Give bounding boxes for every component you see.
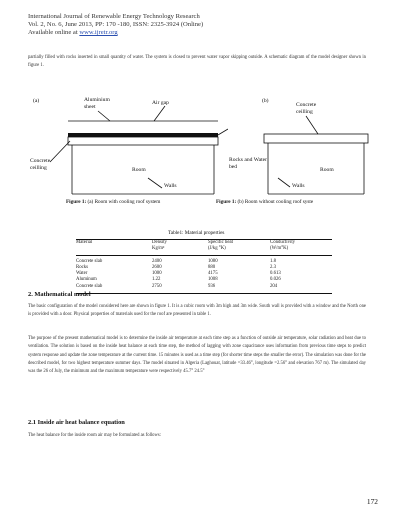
table-header-cell: Specific heat <box>208 240 233 245</box>
figure-1b-caption-num: Figure 1: <box>216 199 237 205</box>
section-2-title: 2. Mathematical model <box>28 291 91 298</box>
table-cell: 1.22 <box>152 277 161 283</box>
table-header-cell: Conductivity <box>270 240 296 245</box>
table-cell: 2750 <box>152 283 162 289</box>
room-label-a: Room <box>132 167 146 173</box>
table-cell: 2600 <box>152 264 162 270</box>
concrete-slab <box>68 137 218 145</box>
journal-link[interactable]: www.ijretr.org <box>79 29 118 36</box>
walls-label-a: Walls <box>164 183 177 189</box>
table-header <box>76 240 332 259</box>
table-cell: Concrete slab <box>76 283 103 289</box>
table-cell: Water <box>76 271 88 277</box>
walls-label-b: Walls <box>292 183 305 189</box>
rocks-leader <box>218 129 228 135</box>
table-header-units-row <box>76 246 332 255</box>
table-header-unit-cell: (W/m°K) <box>270 246 289 252</box>
table-cell: 0.026 <box>270 277 281 283</box>
table-cell: 0.613 <box>270 271 281 277</box>
aluminium-sheet-label: Aluminium sheet <box>84 97 110 110</box>
material-table <box>76 240 332 293</box>
figure-a <box>28 94 228 196</box>
table-header-cell: Density <box>152 240 167 245</box>
concrete-ceiling-label-b: Concrete ceilling <box>296 102 317 115</box>
air-gap-label: Air gap <box>152 100 169 106</box>
table-title: Table1: Material properties <box>168 230 225 236</box>
figure-a-tag: (a) <box>33 98 40 104</box>
availability-line <box>28 29 118 37</box>
walls-leader <box>148 178 162 188</box>
figure-1a-caption-num: Figure 1: <box>66 199 87 205</box>
table-cell: 1080 <box>208 258 218 264</box>
table-cell: 1.8 <box>270 258 276 264</box>
table-cell: 880 <box>208 264 216 270</box>
figure-1b-caption-text: (b) Room without cooling roof syste <box>237 199 314 205</box>
table-cell: 204 <box>270 283 278 289</box>
page-number: 172 <box>366 497 378 506</box>
table-header-cell: Material <box>76 240 93 245</box>
figure-b-tag: (b) <box>262 98 269 104</box>
table-cell: Aluminum <box>76 277 97 283</box>
table-cell: 1008 <box>208 277 218 283</box>
section-2-1-title: 2.1 Inside air heat balance equation <box>28 419 125 426</box>
figure-1b-caption <box>216 199 313 205</box>
table-cell: 4175 <box>208 271 218 277</box>
journal-title: International Journal of Renewable Energy Technology Research <box>28 13 200 20</box>
table-header-unit-cell: Kg/m³ <box>152 246 165 252</box>
section-2-paragraph-1: The basic configuration of the model considered here are shown in figure 1. It is a cubic room with 3m high and 3m wide. South wall is provided with a window and the North one is provided with a door. Physical properties of materials used for the roof are presented in table 1. <box>28 304 366 318</box>
figure-1a-caption-text: (a) Room with cooling roof system <box>87 199 161 205</box>
concrete-slab-b <box>264 134 368 143</box>
available-text: Available online at <box>28 29 78 36</box>
air-gap-leader <box>154 106 165 121</box>
table-cell: Rocks <box>76 264 88 270</box>
water-bed-band <box>68 133 218 137</box>
concrete-ceiling-label-a: Concrete ceilling <box>30 158 51 171</box>
table-body <box>76 259 332 293</box>
table-cell: 2.3 <box>270 264 276 270</box>
material-table-frame <box>76 239 332 294</box>
aluminium-leader <box>98 111 110 121</box>
table-cell: 936 <box>208 283 216 289</box>
table-padding-cell <box>76 290 332 293</box>
section-2-paragraph-2: The purpose of the present mathematical model is to determine the inside air temperature at each time step as a function of outside air temperature, solar radiation and heat due to ventilation. The solution is based on the inside heat balance at each time step, the method of lagging with zone capacitance uses information from previous time steps to predict system response and update the zone temperature at the current time. 15 minutes is used as a time step (for shorter time steps the smaller the error). The simulation was done for the described model, for two highest temperature summer days. The model situated in Algeria (Laghouat, latitude =33.46°, longitude =2.56° and elevation 767 m). The simulated day was the 26 of July, the minimum and the maximum temperature were respectively 45.7° 24.5° <box>28 336 366 375</box>
section-2-1-paragraph: The heat balance for the inside room air may be formulated as follows: <box>28 433 162 438</box>
table-bottom-padding <box>76 290 332 293</box>
table-cell: 2400 <box>152 258 162 264</box>
journal-volume: Vol. 2, No. 6, June 2013, PP: 170 -180, ISSN: 2325-3924 (Online) <box>28 21 204 28</box>
walls-leader-b <box>278 178 290 187</box>
concrete-leader-b <box>306 116 318 134</box>
figure-a-drawing <box>28 94 228 196</box>
table-cell: 1000 <box>152 271 162 277</box>
intro-paragraph: partially filled with rocks inserted in small quantity of water. The system is closed to prevent water vapor skipping outside. A schematic diagram of the model designer shown in figure 1. <box>28 55 366 69</box>
rocks-water-label: Rocks and Water bed <box>229 157 267 170</box>
figure-1a-caption <box>66 199 160 205</box>
table-cell: Concrete slab <box>76 258 103 264</box>
room-label-b: Room <box>320 167 334 173</box>
table-header-unit-cell <box>76 246 152 255</box>
table-header-unit-cell: (J/kg °K) <box>208 246 226 252</box>
